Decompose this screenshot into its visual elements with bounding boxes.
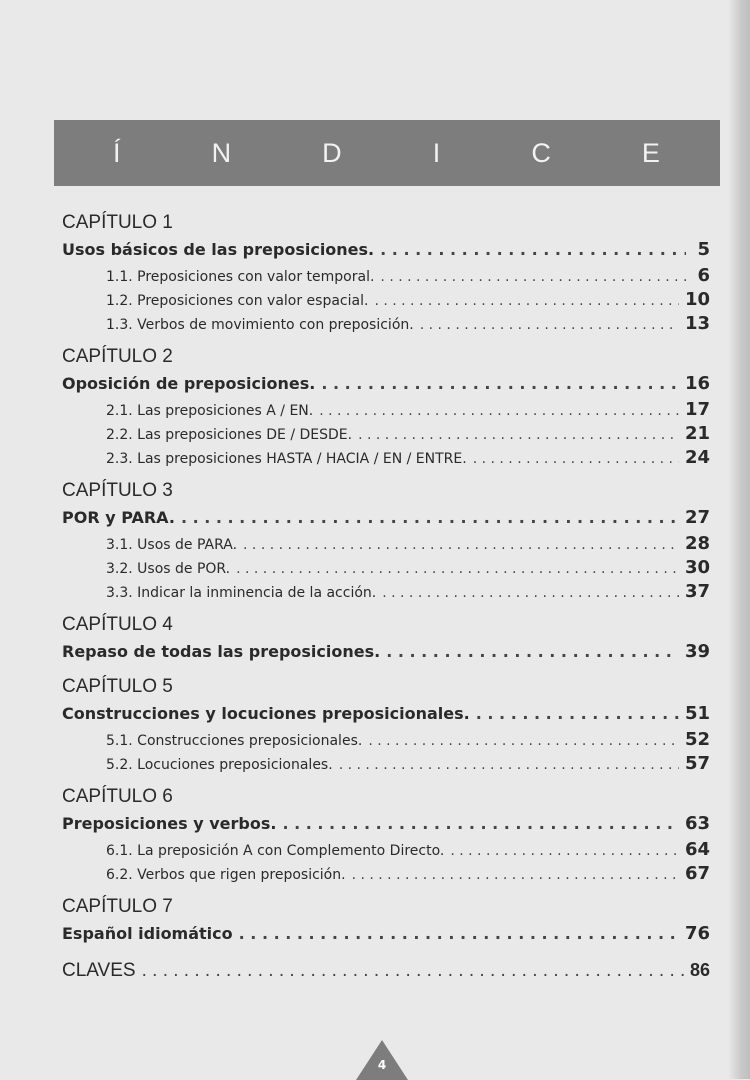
claves-entry bbox=[62, 956, 710, 984]
chapter-title-row[interactable] bbox=[62, 920, 710, 948]
chapter-label: CAPÍTULO 3 bbox=[62, 480, 173, 501]
banner-letter: E bbox=[641, 137, 661, 168]
banner-letter: D bbox=[322, 137, 343, 168]
dot-leader bbox=[321, 370, 679, 398]
dot-leader bbox=[374, 289, 679, 312]
page-reference: 16 bbox=[684, 373, 710, 394]
dot-leader bbox=[142, 957, 684, 984]
page-reference: 21 bbox=[684, 423, 710, 444]
page-reference: 37 bbox=[684, 581, 710, 602]
page-reference: 39 bbox=[684, 641, 710, 662]
chapter-6 bbox=[62, 784, 710, 886]
chapter-title-row[interactable] bbox=[62, 370, 710, 398]
page-reference: 64 bbox=[684, 839, 710, 860]
page-reference: 27 bbox=[684, 507, 710, 528]
section-row[interactable] bbox=[62, 312, 710, 336]
section-title: 3.1. Usos de PARA. bbox=[106, 537, 238, 553]
chapter-label: CAPÍTULO 6 bbox=[62, 786, 173, 807]
dot-leader bbox=[236, 557, 679, 580]
claves-row[interactable] bbox=[62, 956, 710, 984]
section-title: 5.1. Construcciones preposicionales. bbox=[106, 733, 363, 749]
chapter-title-row[interactable] bbox=[62, 638, 710, 666]
page-reference: 63 bbox=[684, 813, 710, 834]
page-reference: 30 bbox=[684, 557, 710, 578]
chapter-1 bbox=[62, 210, 710, 336]
chapter-title: Construcciones y locuciones preposicionales. bbox=[62, 704, 470, 723]
page-reference: 10 bbox=[684, 289, 710, 310]
section-row[interactable] bbox=[62, 288, 710, 312]
dot-leader bbox=[358, 423, 679, 446]
section-row[interactable] bbox=[62, 422, 710, 446]
dot-leader bbox=[339, 753, 679, 776]
chapter-7 bbox=[62, 894, 710, 948]
section-title: 1.3. Verbos de movimiento con preposición. bbox=[106, 317, 414, 333]
section-row[interactable] bbox=[62, 580, 710, 604]
chapter-label: CAPÍTULO 2 bbox=[62, 346, 173, 367]
section-title: 3.3. Indicar la inminencia de la acción. bbox=[106, 585, 377, 601]
dot-leader bbox=[352, 863, 679, 886]
dot-leader bbox=[181, 504, 679, 532]
dot-leader bbox=[386, 638, 679, 666]
table-of-contents bbox=[62, 210, 710, 992]
page-reference: 17 bbox=[684, 399, 710, 420]
page-reference: 24 bbox=[684, 447, 710, 468]
section-row[interactable] bbox=[62, 446, 710, 470]
dot-leader bbox=[239, 920, 679, 948]
page-reference: 76 bbox=[684, 923, 710, 944]
page-reference: 28 bbox=[684, 533, 710, 554]
dot-leader bbox=[380, 265, 686, 288]
page-reference: 57 bbox=[684, 753, 710, 774]
section-row[interactable] bbox=[62, 728, 710, 752]
page-number: 4 bbox=[377, 1058, 387, 1072]
chapter-title: POR y PARA. bbox=[62, 508, 175, 527]
chapter-2 bbox=[62, 344, 710, 470]
chapter-label: CAPÍTULO 5 bbox=[62, 676, 173, 697]
dot-leader bbox=[476, 700, 679, 728]
dot-leader bbox=[282, 810, 679, 838]
banner-letter: N bbox=[211, 137, 233, 168]
dot-leader bbox=[450, 839, 679, 862]
section-row[interactable] bbox=[62, 398, 710, 422]
section-title: 5.2. Locuciones preposicionales. bbox=[106, 757, 333, 773]
chapter-title-row[interactable] bbox=[62, 810, 710, 838]
section-title: 6.2. Verbos que rigen preposición. bbox=[106, 867, 346, 883]
page-edge-shadow bbox=[728, 0, 750, 1079]
dot-leader bbox=[319, 399, 679, 422]
chapter-title-row[interactable] bbox=[62, 504, 710, 532]
chapter-title: Usos básicos de las preposiciones. bbox=[62, 240, 375, 259]
dot-leader bbox=[380, 236, 686, 264]
claves-title: CLAVES bbox=[62, 960, 136, 981]
page-reference: 5 bbox=[697, 239, 710, 260]
page-reference: 6 bbox=[697, 265, 710, 286]
section-row[interactable] bbox=[62, 838, 710, 862]
section-row[interactable] bbox=[62, 532, 710, 556]
section-title: 2.1. Las preposiciones A / EN. bbox=[106, 403, 314, 419]
banner-letter: C bbox=[531, 137, 552, 168]
dot-leader bbox=[243, 533, 679, 556]
section-title: 1.2. Preposiciones con valor espacial. bbox=[106, 293, 369, 309]
chapter-title-row[interactable] bbox=[62, 236, 710, 264]
dot-leader bbox=[473, 447, 679, 470]
section-title: 3.2. Usos de POR. bbox=[106, 561, 231, 577]
section-row[interactable] bbox=[62, 862, 710, 886]
chapter-title-row[interactable] bbox=[62, 700, 710, 728]
dot-leader bbox=[368, 729, 679, 752]
page-reference: 67 bbox=[684, 863, 710, 884]
section-row[interactable] bbox=[62, 264, 710, 288]
page-reference: 86 bbox=[689, 960, 710, 980]
dot-leader bbox=[420, 313, 679, 336]
section-title: 2.3. Las preposiciones HASTA / HACIA / EN / ENTRE. bbox=[106, 451, 467, 467]
page-reference: 13 bbox=[684, 313, 710, 334]
chapter-3 bbox=[62, 478, 710, 604]
banner-letter: Í bbox=[113, 137, 122, 168]
chapter-5 bbox=[62, 674, 710, 776]
chapter-title: Español idiomático bbox=[62, 924, 233, 943]
section-title: 1.1. Preposiciones con valor temporal. bbox=[106, 269, 375, 285]
chapter-label: CAPÍTULO 1 bbox=[62, 212, 173, 233]
index-banner bbox=[54, 120, 720, 186]
banner-letter: I bbox=[432, 137, 442, 168]
section-title: 2.2. Las preposiciones DE / DESDE. bbox=[106, 427, 353, 443]
dot-leader bbox=[382, 581, 679, 604]
section-row[interactable] bbox=[62, 752, 710, 776]
chapter-label: CAPÍTULO 7 bbox=[62, 896, 173, 917]
page-reference: 51 bbox=[684, 703, 710, 724]
page-reference: 52 bbox=[684, 729, 710, 750]
section-title: 6.1. La preposición A con Complemento Directo. bbox=[106, 843, 445, 859]
chapter-4 bbox=[62, 612, 710, 666]
chapter-label: CAPÍTULO 4 bbox=[62, 614, 173, 635]
section-row[interactable] bbox=[62, 556, 710, 580]
chapter-title: Repaso de todas las preposiciones. bbox=[62, 642, 381, 661]
chapter-title: Preposiciones y verbos. bbox=[62, 814, 277, 833]
chapter-title: Oposición de preposiciones. bbox=[62, 374, 316, 393]
